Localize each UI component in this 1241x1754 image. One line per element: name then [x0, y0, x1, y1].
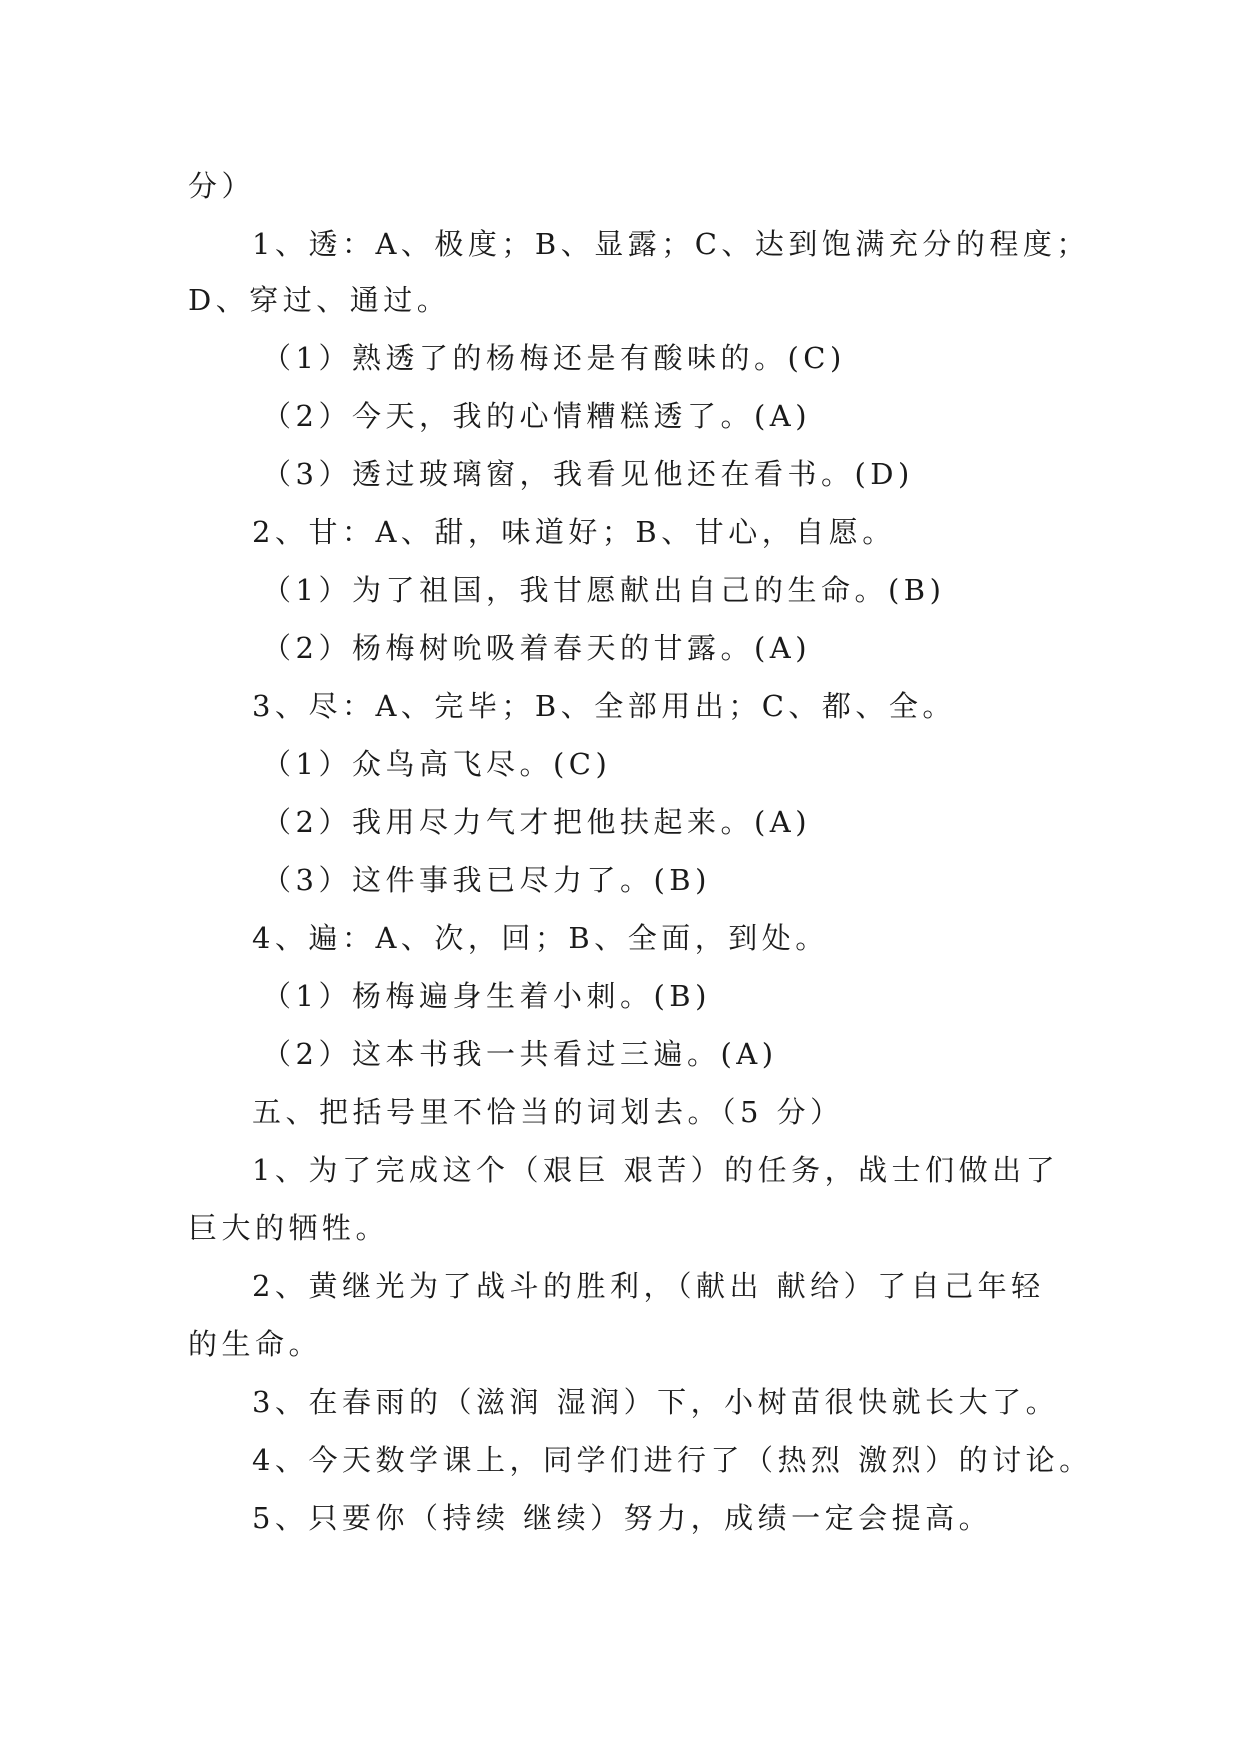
text-line: （1）为了祖国，我甘愿献出自己的生命。(B)	[262, 573, 946, 607]
section-heading: 五、把括号里不恰当的词划去。（5 分）	[252, 1095, 844, 1129]
text-line: 5、只要你（持续 继续）努力，成绩一定会提高。	[252, 1501, 993, 1535]
text-line: 3、尽：A、完毕；B、全部用出；C、都、全。	[252, 689, 956, 723]
text-line: 2、黄继光为了战斗的胜利，（献出 献给）了自己年轻	[252, 1269, 1045, 1303]
text-line: （1）熟透了的杨梅还是有酸味的。(C)	[262, 341, 846, 375]
text-line: 分）	[188, 169, 256, 203]
text-line: （3）这件事我已尽力了。(B)	[262, 863, 711, 897]
text-line: （2）我用尽力气才把他扶起来。(A)	[262, 805, 812, 839]
text-line: 2、甘：A、甜，味道好；B、甘心，自愿。	[252, 515, 896, 549]
text-line: （2）今天，我的心情糟糕透了。(A)	[262, 399, 812, 433]
text-line: 4、今天数学课上，同学们进行了（热烈 激烈）的讨论。	[252, 1443, 1093, 1477]
text-line: 3、在春雨的（滋润 湿润）下，小树苗很快就长大了。	[252, 1385, 1060, 1419]
text-line: 1、为了完成这个（艰巨 艰苦）的任务，战士们做出了	[252, 1153, 1060, 1187]
text-line: （3）透过玻璃窗，我看见他还在看书。(D)	[262, 457, 914, 491]
text-line: 1、透：A、极度；B、显露；C、达到饱满充分的程度；	[252, 227, 1090, 261]
text-line: （2）杨梅树吮吸着春天的甘露。(A)	[262, 631, 812, 665]
text-line: D、穿过、通过。	[188, 283, 451, 317]
text-line: 巨大的牺牲。	[188, 1211, 390, 1245]
text-line: （1）众鸟高飞尽。(C)	[262, 747, 612, 781]
text-line: 的生命。	[188, 1327, 323, 1361]
text-line: （1）杨梅遍身生着小刺。(B)	[262, 979, 711, 1013]
text-line: 4、遍：A、次，回；B、全面，到处。	[252, 921, 829, 955]
text-line: （2）这本书我一共看过三遍。(A)	[262, 1037, 778, 1071]
